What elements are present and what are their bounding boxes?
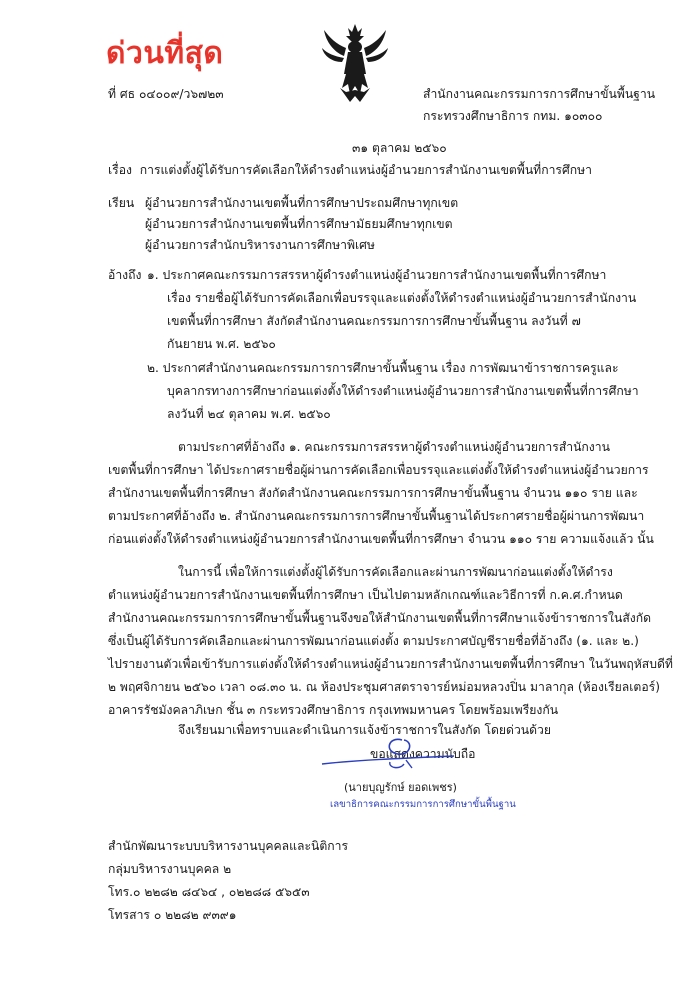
footer-fax: โทรสาร ๐ ๒๒๘๒ ๙๓๙๑: [108, 908, 237, 922]
regards: ขอแสดงความนับถือ: [370, 747, 476, 761]
paragraph-2-line: ๒ พฤศจิกายน ๒๕๖๐ เวลา ๐๘.๓๐ น. ณ ห้องประชุมศาสตราจารย์หม่อมหลวงปิ่น มาลากุล (ห้องเรียลเตอร์): [108, 680, 660, 694]
urgency-heading: ด่วนที่สุด: [106, 36, 224, 71]
footer-phone: โทร.๐ ๒๒๘๒ ๘๔๖๔ , ๐๒๒๘๘ ๕๖๕๓: [108, 885, 310, 899]
footer-group: กลุ่มบริหารงานบุคคล ๒: [108, 862, 232, 876]
paragraph-1-line: เขตพื้นที่การศึกษา ได้ประกาศรายชื่อผู้ผ่านการคัดเลือกเพื่อบรรจุและแต่งตั้งให้ดำรงตำแหน่งผู้อำนวยการ: [108, 463, 649, 477]
reference-2-line: บุคลากรทางการศึกษาก่อนแต่งตั้งให้ดำรงตำแหน่งผู้อำนวยการสำนักงานเขตพื้นที่การศึกษา: [167, 384, 639, 398]
footer-office: สำนักพัฒนาระบบบริหารงานบุคคลและนิติการ: [108, 839, 349, 853]
reference-1-line: ๑. ประกาศคณะกรรมการสรรหาผู้ดำรงตำแหน่งผู้อำนวยการสำนักงานเขตพื้นที่การศึกษา: [147, 268, 607, 282]
subject-text: การแต่งตั้งผู้ได้รับการคัดเลือกให้ดำรงตำแหน่งผู้อำนวยการสำนักงานเขตพื้นที่การศึกษา: [139, 163, 592, 177]
reference-1-line: กันยายน พ.ศ. ๒๕๖๐: [167, 337, 276, 351]
paragraph-2-line: สำนักงานคณะกรรมการการศึกษาขั้นพื้นฐานจึงขอให้สำนักงานเขตพื้นที่การศึกษาแจ้งข้าราชการในสังกัด: [108, 611, 652, 625]
reference-2-line: ลงวันที่ ๒๔ ตุลาคม พ.ศ. ๒๕๖๐: [167, 407, 331, 421]
paragraph-1-line: ก่อนแต่งตั้งให้ดำรงตำแหน่งผู้อำนวยการสำนักงานเขตพื้นที่การศึกษา จำนวน ๑๑๐ ราย ความแจ้งแล้ว นั้น: [108, 532, 654, 546]
signature-scribble: [318, 730, 458, 772]
closing-request: จึงเรียนมาเพื่อทราบและดำเนินการแจ้งข้าราชการในสังกัด โดยด่วนด้วย: [178, 723, 552, 737]
references-label: อ้างถึง: [108, 268, 142, 282]
paragraph-2-line: ในการนี้ เพื่อให้การแต่งตั้งผู้ได้รับการคัดเลือกและผ่านการพัฒนาก่อนแต่งตั้งให้ดำรง: [178, 565, 613, 579]
reference-1-line: เขตพื้นที่การศึกษา สังกัดสำนักงานคณะกรรมการการศึกษาขั้นพื้นฐาน ลงวันที่ ๗: [167, 314, 581, 328]
document-date: ๓๑ ตุลาคม ๒๕๖๐: [352, 141, 447, 155]
paragraph-1-line: สำนักงานเขตพื้นที่การศึกษา สังกัดสำนักงานคณะกรรมการการศึกษาขั้นพื้นฐาน จำนวน ๑๑๐ ราย และ: [108, 486, 638, 500]
paragraph-2-line: ตำแหน่งผู้อำนวยการสำนักงานเขตพื้นที่การศึกษา เป็นไปตามหลักเกณฑ์และวิธีการที่ ก.ค.ศ.กำหนด: [108, 588, 623, 602]
agency-line-2: กระทรวงศึกษาธิการ กทม. ๑๐๓๐๐: [423, 109, 603, 123]
recipient-line: ผู้อำนวยการสำนักงานเขตพื้นที่การศึกษามัธยมศึกษาทุกเขต: [145, 217, 453, 231]
document-number: ที่ ศธ ๐๔๐๐๙/ว๖๗๒๓: [108, 87, 224, 101]
paragraph-1-line: ตามประกาศที่อ้างถึง ๒. สำนักงานคณะกรรมการการศึกษาขั้นพื้นฐานได้ประกาศรายชื่อผู้ผ่านการพัฒนา: [108, 509, 645, 523]
paragraph-2-line: อาคารรัชมังคลาภิเษก ชั้น ๓ กระทรวงศึกษาธิการ กรุงเทพมหานคร โดยพร้อมเพรียงกัน: [108, 703, 559, 717]
garuda-emblem-icon: [320, 22, 390, 104]
reference-2-line: ๒. ประกาศสำนักงานคณะกรรมการการศึกษาขั้นพื้นฐาน เรื่อง การพัฒนาข้าราชการครูและ: [147, 361, 619, 375]
recipients-label: เรียน: [108, 196, 135, 210]
recipient-line: ผู้อำนวยการสำนักงานเขตพื้นที่การศึกษาประถมศึกษาทุกเขต: [145, 196, 459, 210]
agency-line-1: สำนักงานคณะกรรมการการศึกษาขั้นพื้นฐาน: [423, 87, 656, 101]
paragraph-1-line: ตามประกาศที่อ้างถึง ๑. คณะกรรมการสรรหาผู้ดำรงตำแหน่งผู้อำนวยการสำนักงาน: [178, 440, 610, 454]
recipient-line: ผู้อำนวยการสำนักบริหารงานการศึกษาพิเศษ: [145, 238, 375, 252]
subject: [108, 160, 592, 180]
paragraph-2-line: ซึ่งเป็นผู้ได้รับการคัดเลือกและผ่านการพัฒนาก่อนแต่งตั้ง ตามประกาศบัญชีรายชื่อที่อ้างถึง (๑. และ ๒.): [108, 634, 639, 648]
signer-position: เลขาธิการคณะกรรมการการศึกษาขั้นพื้นฐาน: [330, 799, 516, 810]
reference-1-line: เรื่อง รายชื่อผู้ได้รับการคัดเลือกเพื่อบรรจุและแต่งตั้งให้ดำรงตำแหน่งผู้อำนวยการสำนักงาน: [167, 291, 637, 305]
subject-label: เรื่อง: [108, 163, 132, 177]
paragraph-2-line: ไปรายงานตัวเพื่อเข้ารับการแต่งตั้งให้ดำรงตำแหน่งผู้อำนวยการสำนักงานเขตพื้นที่การศึกษา ในวันพฤหัสบดีที่: [108, 657, 673, 671]
signer-name: (นายบุญรักษ์ ยอดเพชร): [344, 781, 457, 794]
